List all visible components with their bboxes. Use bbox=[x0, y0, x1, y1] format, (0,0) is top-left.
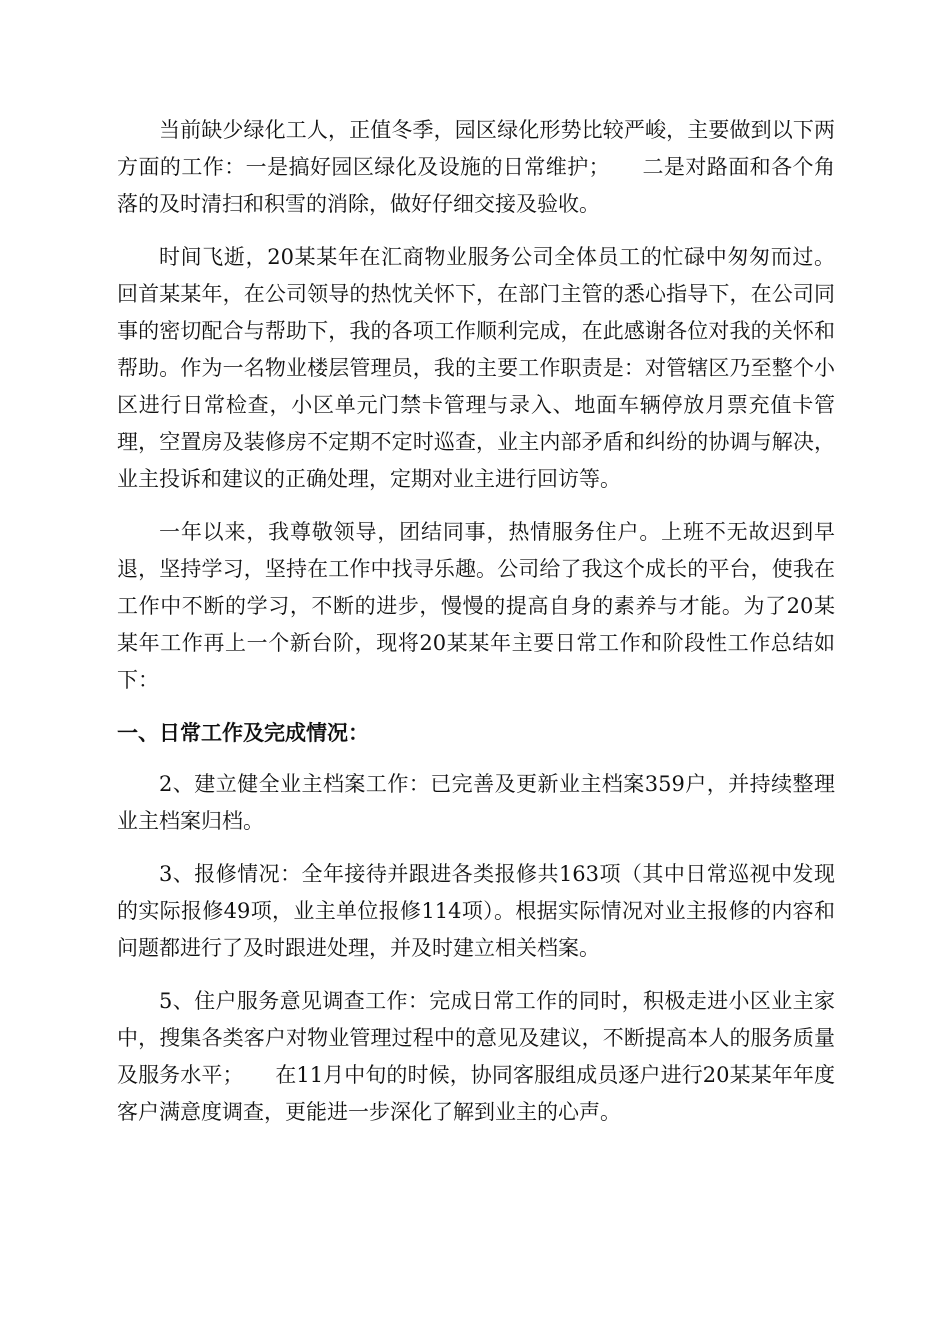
document-body bbox=[117, 112, 835, 1147]
list-item-repairs: 3、报修情况：全年接待并跟进各类报修共163项（其中日常巡视中发现的实际报修49项，业主单位报修114项）。根据实际情况对业主报修的内容和问题都进行了及时跟进处理，并及时建立相关档案。 bbox=[117, 862, 835, 960]
paragraph-review: 时间飞逝，20某某年在汇商物业服务公司全体员工的忙碌中匆匆而过。回首某某年，在公司领导的热忱关怀下，在部门主管的悉心指导下，在公司同事的密切配合与帮助下，我的各项工作顺利完成，在此感谢各位对我的关怀和帮助。作为一名物业楼层管理员，我的主要工作职责是：对管辖区乃至整个小区进行日常检查，小区单元门禁卡管理与录入、地面车辆停放月票充值卡管理，空置房及装修房不定期不定时巡查，业主内部矛盾和纠纷的协调与解决，业主投诉和建议的正确处理，定期对业主进行回访等。 bbox=[117, 245, 835, 491]
paragraph-attitude: 一年以来，我尊敬领导，团结同事，热情服务住户。上班不无故迟到早退，坚持学习，坚持在工作中找寻乐趣。公司给了我这个成长的平台，使我在工作中不断的学习，不断的进步，慢慢的提高自身的素养与才能。为了20某某年工作再上一个新台阶，现将20某某年主要日常工作和阶段性工作总结如下： bbox=[117, 520, 835, 692]
list-item-archives: 2、建立健全业主档案工作：已完善及更新业主档案359户，并持续整理业主档案归档。 bbox=[117, 772, 835, 833]
list-item-survey: 5、住户服务意见调查工作：完成日常工作的同时，积极走进小区业主家中，搜集各类客户对物业管理过程中的意见及建议，不断提高本人的服务质量及服务水平； 在11月中旬的时候，协同客服组成员逐户进行20某某年年度客户满意度调查，更能进一步深化了解到业主的心声。 bbox=[117, 989, 835, 1124]
paragraph-greening: 当前缺少绿化工人，正值冬季，园区绿化形势比较严峻，主要做到以下两方面的工作：一是搞好园区绿化及设施的日常维护； 二是对路面和各个角落的及时清扫和积雪的消除，做好仔细交接及验收。 bbox=[117, 118, 835, 216]
section-heading: 一、日常工作及完成情况： bbox=[117, 721, 369, 745]
